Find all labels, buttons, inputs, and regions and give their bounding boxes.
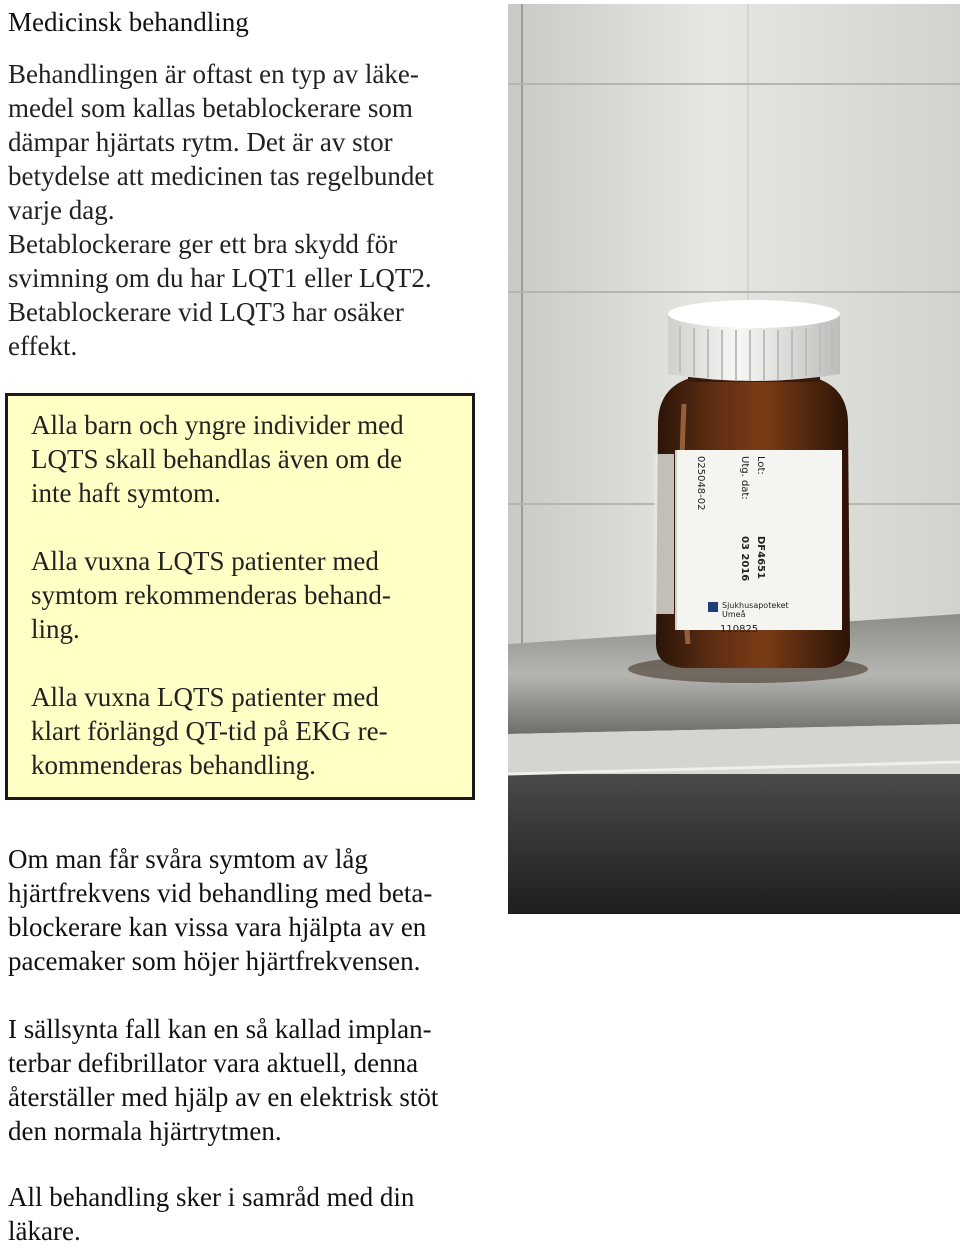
callout-adults-qt: Alla vuxna LQTS patienter med klart förlängd QT-tid på EKG re- kommenderas behandling. [31,682,388,780]
callout-adults-symptoms: Alla vuxna LQTS patienter med symtom rekommenderas behand- ling. [31,546,391,644]
label-pharmacy-1: Sjukhusapoteket [722,601,789,610]
text-line: Betablockerare vid LQT3 har osäker [8,297,404,327]
label-exp-value: 03 2016 [739,536,750,582]
label-number: 110825 [720,624,759,635]
recommendation-callout [5,393,475,800]
callout-children: Alla barn och yngre individer med LQTS skall behandlas även om de inte haft symtom. [31,410,404,508]
final-paragraph: All behandling sker i samråd med din läkare. [8,1182,415,1246]
text-line: Betablockerare ger ett bra skydd för [8,229,398,259]
medicine-bottle-photo [508,4,960,914]
label-lot: Lot: [755,456,766,475]
label-pharmacy-2: Umeå [722,610,746,619]
text-line: svimning om du har LQT1 eller LQT2. [8,263,432,293]
text-line: effekt. [8,331,78,361]
label-code: 025048-02 [695,456,706,511]
text-line: medel som kallas betablockerare som [8,93,413,123]
text-line: Behandlingen är oftast en typ av läke- [8,59,419,89]
text-line: dämpar hjärtats rytm. Det är av stor [8,127,393,157]
pharmacy-logo-icon [708,602,718,612]
pacemaker-paragraph: Om man får svåra symtom av låg hjärtfrekvens vid behandling med beta- blockerare kan vissa vara hjälpta av en pacemaker som höjer hjärtfrekvensen. [8,844,433,976]
page-title: Medicinsk behandling [8,7,249,37]
defibrillator-paragraph: I sällsynta fall kan en så kallad implan- terbar defibrillator vara aktuell, denna återställer med hjälp av en elektrisk stöt den normala hjärtrytmen. [8,1014,439,1146]
label-lot-value: DF4651 [755,536,766,579]
text-line: varje dag. [8,195,115,225]
label-exp: Utg. dat: [739,456,750,500]
text-line: betydelse att medicinen tas regelbundet [8,161,434,191]
intro-paragraph [8,57,498,363]
